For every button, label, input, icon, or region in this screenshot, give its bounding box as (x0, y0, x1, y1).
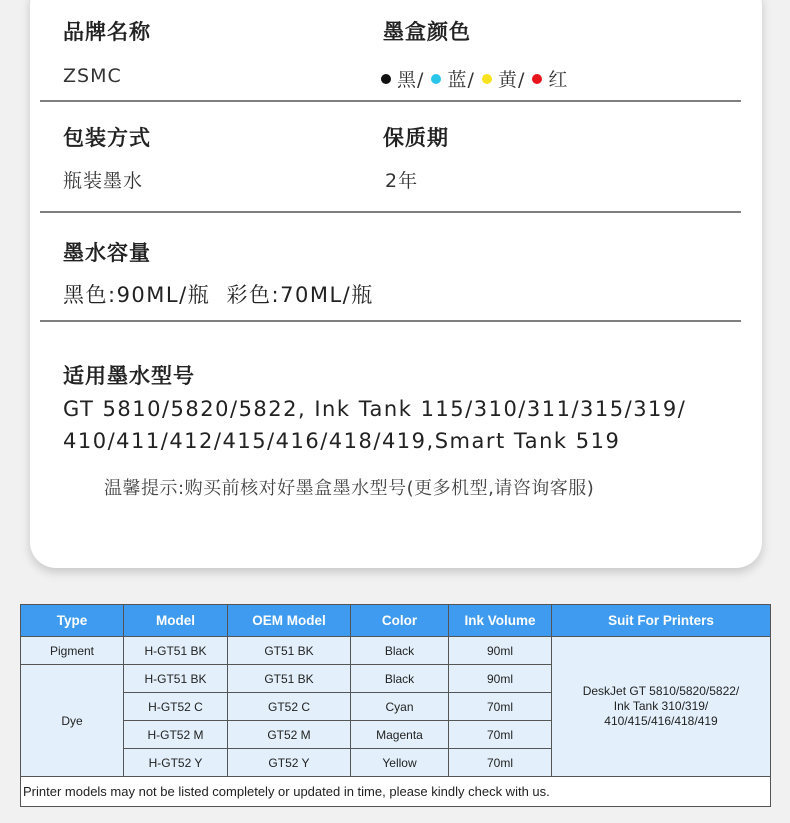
cell-volume: 90ml (449, 637, 552, 665)
divider (40, 211, 741, 213)
cell-volume: 70ml (449, 693, 552, 721)
header-model: Model (124, 605, 228, 637)
cell-type: Pigment (21, 637, 124, 665)
pack-value: 瓶装墨水 (63, 170, 144, 192)
table-note-row (21, 777, 771, 807)
color-sep: / (517, 69, 526, 91)
table-row (21, 637, 771, 665)
cell-volume: 70ml (449, 749, 552, 777)
cell-model: H-GT52 Y (124, 749, 228, 777)
brand-label: 品牌名称 (63, 20, 151, 44)
cell-oem: GT52 C (228, 693, 351, 721)
cell-oem: GT52 Y (228, 749, 351, 777)
cell-volume: 70ml (449, 721, 552, 749)
cell-color: Yellow (351, 749, 449, 777)
volume-value: 黑色:90ML/瓶 彩色:70ML/瓶 (63, 283, 374, 307)
table-header-row (21, 605, 771, 637)
shelf-value: 2年 (385, 170, 419, 192)
color-dot-yellow (482, 74, 492, 84)
cell-type: Dye (21, 665, 124, 777)
cell-model: H-GT51 BK (124, 637, 228, 665)
color-label: 墨盒颜色 (383, 20, 471, 44)
cell-model: H-GT51 BK (124, 665, 228, 693)
color-dot-black (381, 74, 391, 84)
divider (40, 100, 741, 102)
color-sep: / (417, 69, 425, 91)
cell-color: Cyan (351, 693, 449, 721)
pack-label: 包装方式 (63, 126, 151, 150)
cell-oem: GT52 M (228, 721, 351, 749)
header-type: Type (21, 605, 124, 637)
header-oem-model: OEM Model (228, 605, 351, 637)
cell-color: Black (351, 665, 449, 693)
model-line-1: GT 5810/5820/5822, Ink Tank 115/310/311/315/319/ (63, 397, 687, 421)
volume-label: 墨水容量 (63, 241, 151, 265)
purchase-tip: 温馨提示:购买前核对好墨盒墨水型号(更多机型,请咨询客服) (104, 478, 595, 499)
color-sep: / (467, 69, 475, 91)
cell-model: H-GT52 C (124, 693, 228, 721)
cell-oem: GT51 BK (228, 665, 351, 693)
header-suit-for-printers: Suit For Printers (552, 605, 771, 637)
suit-line: 410/415/416/418/419 (604, 714, 718, 728)
product-table (20, 604, 771, 807)
cell-color: Magenta (351, 721, 449, 749)
suit-line: DeskJet GT 5810/5820/5822/ (582, 684, 740, 698)
color-yellow: 黄 (497, 69, 518, 91)
cell-model: H-GT52 M (124, 721, 228, 749)
cell-suit-printers (552, 637, 771, 777)
brand-value: ZSMC (63, 65, 122, 87)
model-label: 适用墨水型号 (63, 364, 195, 388)
cell-oem: GT51 BK (228, 637, 351, 665)
cell-color: Black (351, 637, 449, 665)
shelf-label: 保质期 (383, 126, 449, 150)
header-ink-volume: Ink Volume (449, 605, 552, 637)
color-cyan: 蓝 (447, 69, 468, 91)
color-dot-cyan (431, 74, 441, 84)
model-line-2: 410/411/412/415/416/418/419,Smart Tank 519 (63, 429, 621, 453)
header-color: Color (351, 605, 449, 637)
table-note: Printer models may not be listed completely or updated in time, please kindly check with us. (21, 777, 771, 807)
color-list (381, 65, 568, 92)
color-dot-red (532, 74, 542, 84)
color-red: 红 (548, 69, 569, 91)
suit-line: Ink Tank 310/319/ (613, 699, 709, 713)
divider (40, 320, 741, 322)
color-black: 黑 (397, 69, 418, 91)
cell-volume: 90ml (449, 665, 552, 693)
